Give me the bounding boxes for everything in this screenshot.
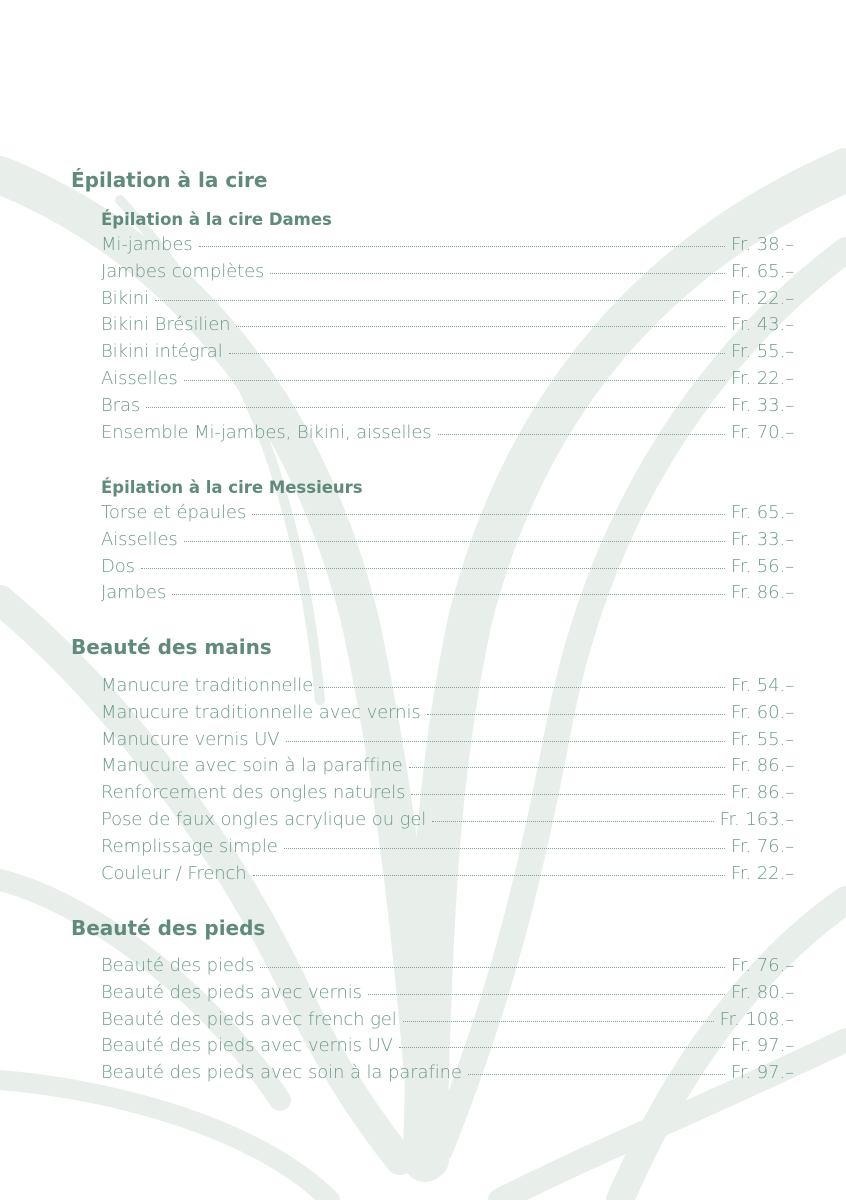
dot-leader [229, 353, 725, 354]
dot-leader [146, 407, 725, 408]
service-name: Bras [101, 394, 141, 416]
dot-leader [141, 568, 725, 569]
list-item [101, 529, 794, 556]
service-name: Beauté des pieds avec vernis [101, 981, 362, 1003]
list-item [101, 982, 794, 1009]
service-name: Manucure vernis UV [101, 728, 280, 750]
service-name: Beauté des pieds avec french gel [101, 1008, 397, 1030]
service-price: Fr. 86.– [730, 582, 794, 604]
dot-leader [468, 1074, 725, 1075]
dot-leader [236, 326, 724, 327]
dot-leader [286, 741, 725, 742]
list-item [101, 782, 794, 809]
section-title-epilation: Épilation à la cire [71, 168, 268, 192]
service-price: Fr. 65.– [730, 502, 794, 523]
dot-leader [399, 1047, 725, 1048]
dot-leader [270, 273, 725, 274]
list-item [101, 234, 794, 261]
service-name: Jambes [101, 582, 167, 604]
service-price: Fr. 22.– [730, 862, 794, 884]
service-price: Fr. 55.– [730, 728, 794, 750]
list-item [101, 395, 794, 422]
dot-leader [199, 246, 725, 247]
dot-leader [155, 300, 725, 301]
dot-leader [427, 714, 725, 715]
dot-leader [409, 767, 725, 768]
list-item [101, 836, 794, 863]
service-price: Fr. 33.– [730, 528, 794, 550]
dot-leader [253, 875, 725, 876]
list-item [101, 702, 794, 729]
list-item [101, 809, 794, 836]
list-item [101, 422, 794, 449]
service-name: Jambes complètes [101, 260, 265, 282]
service-name: Beauté des pieds avec soin à la parafine [101, 1062, 462, 1084]
service-name: Dos [101, 555, 135, 577]
price-list-messieurs [101, 502, 794, 609]
list-item [101, 755, 794, 782]
list-item [101, 1062, 794, 1089]
service-price: Fr. 22.– [730, 367, 794, 389]
dot-leader [184, 541, 725, 542]
service-name: Bikini [101, 287, 150, 309]
service-price: Fr. 43.– [730, 314, 794, 336]
service-name: Beauté des pieds [101, 955, 255, 976]
service-price: Fr. 55.– [730, 341, 794, 363]
service-price: Fr. 54.– [730, 675, 794, 696]
price-list-pieds [101, 955, 794, 1089]
dot-leader [172, 594, 725, 595]
list-item [101, 341, 794, 368]
list-item [101, 368, 794, 395]
section-title-mains: Beauté des mains [71, 635, 272, 659]
service-price: Fr. 56.– [730, 555, 794, 577]
dot-leader [432, 821, 713, 822]
service-price: Fr. 80.– [730, 981, 794, 1003]
service-price: Fr. 97.– [730, 1062, 794, 1084]
list-item [101, 1009, 794, 1036]
list-item [101, 502, 794, 529]
service-price: Fr. 60.– [730, 701, 794, 723]
list-item [101, 261, 794, 288]
service-price: Fr. 65.– [730, 260, 794, 282]
service-name: Renforcement des ongles naturels [101, 782, 406, 804]
dot-leader [284, 848, 725, 849]
dot-leader [411, 794, 724, 795]
service-name: Manucure traditionnelle [101, 675, 314, 696]
group-title-messieurs: Épilation à la cire Messieurs [101, 478, 363, 497]
service-name: Beauté des pieds avec vernis UV [101, 1035, 393, 1057]
service-name: Bikini Brésilien [101, 314, 231, 336]
price-list-dames [101, 234, 794, 448]
service-name: Mi-jambes [101, 234, 193, 255]
dot-leader [368, 994, 725, 995]
group-title-dames: Épilation à la cire Dames [101, 210, 332, 229]
list-item [101, 288, 794, 315]
list-item [101, 955, 794, 982]
service-name: Remplissage simple [101, 835, 278, 857]
service-name: Pose de faux ongles acrylique ou gel [101, 808, 427, 830]
list-item [101, 556, 794, 583]
service-name: Bikini intégral [101, 341, 223, 363]
list-item [101, 729, 794, 756]
service-name: Couleur / French [101, 862, 247, 884]
list-item [101, 1035, 794, 1062]
list-item [101, 582, 794, 609]
service-price: Fr. 76.– [730, 955, 794, 976]
service-name: Ensemble Mi-jambes, Bikini, aisselles [101, 421, 432, 443]
list-item [101, 863, 794, 890]
service-price: Fr. 33.– [730, 394, 794, 416]
dot-leader [438, 434, 725, 435]
service-price: Fr. 38.– [730, 234, 794, 255]
list-item [101, 314, 794, 341]
service-price: Fr. 97.– [730, 1035, 794, 1057]
service-price: Fr. 86.– [730, 782, 794, 804]
service-price: Fr. 70.– [730, 421, 794, 443]
service-name: Aisselles [101, 367, 178, 389]
list-item [101, 675, 794, 702]
service-name: Torse et épaules [101, 502, 247, 523]
service-price: Fr. 163.– [719, 808, 794, 830]
dot-leader [403, 1021, 714, 1022]
service-name: Manucure traditionnelle avec vernis [101, 701, 421, 723]
dot-leader [252, 514, 725, 515]
section-title-pieds: Beauté des pieds [71, 916, 266, 940]
dot-leader [319, 687, 725, 688]
service-price: Fr. 76.– [730, 835, 794, 857]
service-price: Fr. 86.– [730, 755, 794, 777]
service-name: Aisselles [101, 528, 178, 550]
price-list-mains [101, 675, 794, 889]
service-price: Fr. 22.– [730, 287, 794, 309]
dot-leader [184, 380, 725, 381]
service-price: Fr. 108.– [719, 1008, 794, 1030]
service-name: Manucure avec soin à la paraffine [101, 755, 403, 777]
dot-leader [260, 967, 724, 968]
